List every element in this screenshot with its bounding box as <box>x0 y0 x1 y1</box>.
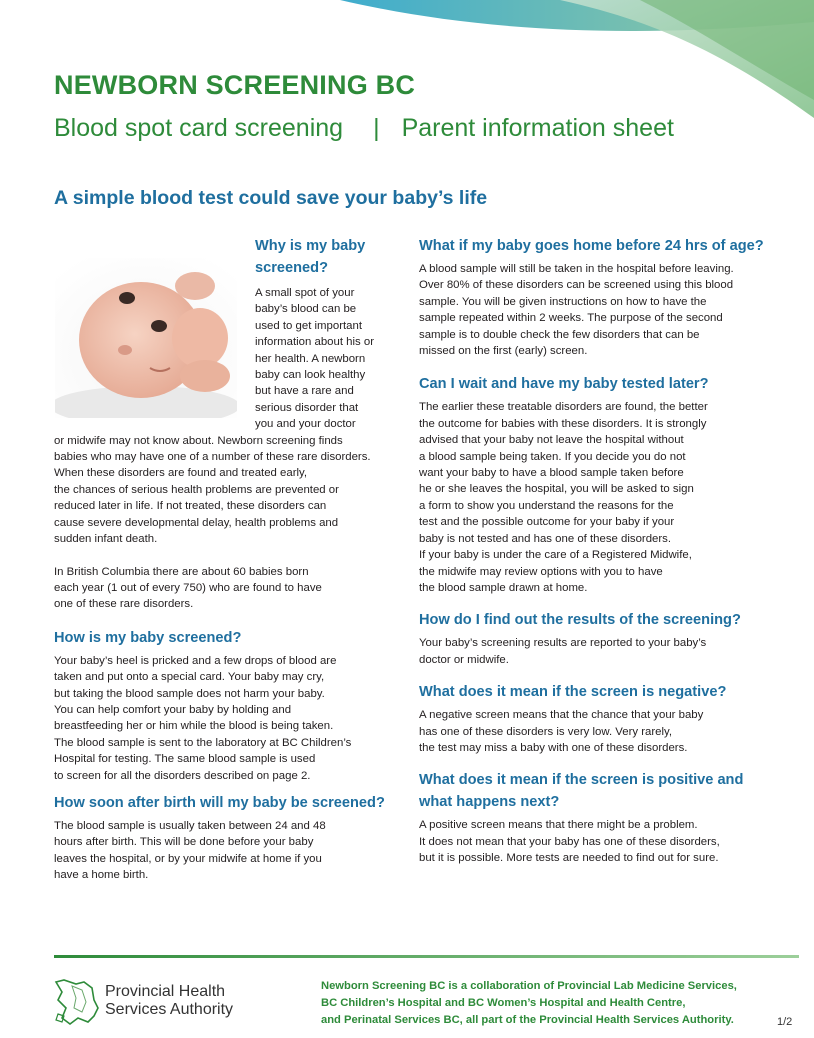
headline: A simple blood test could save your baby’s life <box>54 187 488 209</box>
why-paragraph-wrap: A small spot of your baby’s blood can be used to get important information about his or her health. A newborn baby can look healthy but have a rare and serious disorder that you and your doctor <box>255 287 375 431</box>
soon-paragraph: The blood sample is usually taken between 24 and 48 hours after birth. This will be done before your baby leaves the hospital, or by your midwife at home if you have a home birth. <box>54 819 326 882</box>
results-paragraph: Your baby’s screening results are reported to your baby’s doctor or midwife. <box>419 637 707 666</box>
how-paragraph: Your baby’s heel is pricked and a few drops of blood are taken and put onto a special card. Your baby may cry, but taking the blood sample does not harm your baby. You can help comfort your baby by holding and breastfeeding her or him while the blood is being taken. The blood sample is sent to the laboratory at BC Children’s Hospital for testing. The same blood sample is used to screen for all the disorders described on page 2. <box>54 654 352 782</box>
subtitle-right: Parent information sheet <box>401 114 674 142</box>
why-heading-line2: screened? <box>255 260 329 276</box>
bc-paragraph: In British Columbia there are about 60 babies born each year (1 out of every 750) who are found to have one of these rare disorders. <box>54 565 322 611</box>
home-paragraph: A blood sample will still be taken in the hospital before leaving. Over 80% of these disorders can be screened using this blood sample. You will be given instructions on how to have the sample repeated within 2 weeks. The purpose of the second sample is to double check the few disorders that can be missed on the first (early) screen. <box>419 263 734 358</box>
why-heading-line1: Why is my baby <box>255 238 366 254</box>
soon-heading: How soon after birth will my baby be screened? <box>54 794 385 811</box>
header-wave-decoration <box>0 0 814 130</box>
footer-divider <box>54 955 799 958</box>
right-column <box>419 235 779 867</box>
org-name: Provincial Health Services Authority <box>105 983 234 1018</box>
wait-heading: Can I wait and have my baby tested later? <box>419 376 709 393</box>
home-heading: What if my baby goes home before 24 hrs of age? <box>419 238 764 254</box>
collaboration-text: Newborn Screening BC is a collaboration of Provincial Lab Medicine Services, BC Children’s Hospital and BC Women’s Hospital and Health Centre, and Perinatal Services BC, all part of the Provincial Health Services Authority. <box>321 980 737 1026</box>
negative-heading: What does it mean if the screen is negative? <box>419 684 727 701</box>
subtitle-left: Blood spot card screening <box>54 114 344 142</box>
wait-paragraph: The earlier these treatable disorders are found, the better the outcome for babies with these disorders. It is strongly advised that your baby not leave the hospital without a blood sample being taken. If you decide you do not want your baby to have a blood sample taken before he or she leaves the hospital, you will be asked to sign a form to show you understand the reasons for the test and the possible outcome for your baby if your baby is not tested and has one of these disorders. If your baby is under the care of a Registered Midwife, the midwife may review options with you to have the blood sample drawn at home. <box>419 401 708 594</box>
positive-paragraph: A positive screen means that there might be a problem. It does not mean that your baby has one of these disorders, but it is possible. More tests are needed to find out for sure. <box>419 819 720 865</box>
subtitle-separator: | <box>373 114 380 142</box>
why-paragraph-full: or midwife may not know about. Newborn screening finds babies who may have one of a number of these rare disorders. When these disorders are found and treated early, the chances of serious health problems are prevented or reduced later in life. If not treated, these disorders can cause severe developmental delay, health problems and sudden infant death. <box>54 434 371 546</box>
doc-title: NEWBORN SCREENING BC <box>54 70 416 100</box>
doc-subtitle <box>54 114 674 143</box>
left-column <box>54 235 404 884</box>
positive-heading-line1: What does it mean if the screen is positive and <box>419 772 744 789</box>
how-heading: How is my baby screened? <box>54 629 242 646</box>
positive-heading-line2: what happens next? <box>419 794 560 811</box>
negative-paragraph: A negative screen means that the chance that your baby has one of these disorders is very low. Very rarely, the test may miss a baby with one of these disorders. <box>419 709 704 754</box>
page-number: 1/2 <box>777 1016 793 1028</box>
results-heading: How do I find out the results of the screening? <box>419 612 741 629</box>
